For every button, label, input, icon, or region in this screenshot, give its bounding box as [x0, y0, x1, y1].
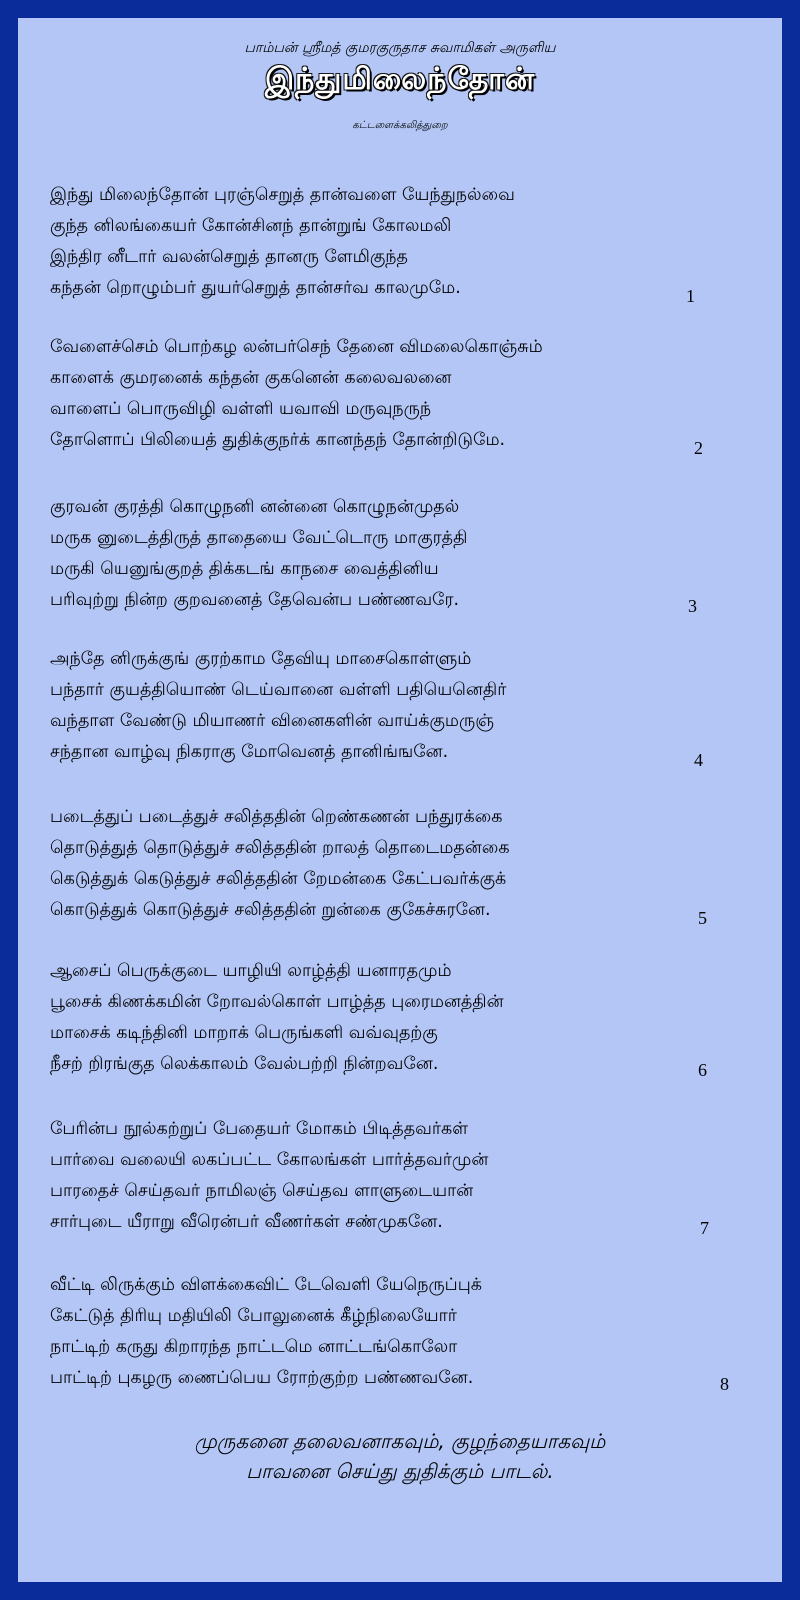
verse-line: கெடுத்துக் கெடுத்துச் சலித்ததின் றேமன்கை கேட்பவர்க்குக் [50, 869, 507, 889]
stanza-number: 7 [700, 1218, 709, 1238]
verse-line: பார்வை வலையி லகப்பட்ட கோலங்கள் பார்த்தவர்முன் [50, 1150, 489, 1170]
verse-line: மருக னுடைத்திருத் தாதையை வேட்டொரு மாகுரத்தி [50, 528, 468, 548]
verse-line: தொடுத்துத் தொடுத்துச் சலித்ததின் றாலத் தொடைமதன்கை [50, 838, 510, 858]
stanza-5 [50, 802, 750, 926]
stanza-number: 2 [694, 438, 703, 458]
verse-line: படைத்துப் படைத்துச் சலித்ததின் றெண்கணன் பந்துரக்கை [50, 807, 503, 827]
verse-line: பந்தார் குயத்தியொண் டெய்வானை வள்ளி பதியெனெதிர் [50, 680, 507, 700]
stanza-7 [50, 1114, 750, 1238]
verse-line: பேரின்ப நூல்கற்றுப் பேதையர் மோகம் பிடித்தவர்கள் [50, 1119, 468, 1139]
verse-line: பாட்டிற் புகழரு ணைப்பெய ரோற்குற்ற பண்ணவனே. [50, 1368, 474, 1388]
verse-line: குரவன் குரத்தி கொழுநனி னன்னை கொழுநன்முதல் [50, 497, 460, 517]
stanza-number: 5 [698, 908, 707, 928]
verse-line: பூசைக் கிணக்கமின் றோவல்கொள் பாழ்த்த புரைமனத்தின் [50, 992, 504, 1012]
verse-line: இந்து மிலைந்தோன் புரஞ்செறுத் தான்வளை யேந்துநல்வை [50, 185, 515, 205]
verse-line: வாளைப் பொருவிழி வள்ளி யவாவி மருவுநருந் [50, 399, 432, 419]
verse-line: வந்தாள வேண்டு மியாணர் வினைகளின் வாய்க்குமருஞ் [50, 711, 494, 731]
stanza-2 [50, 332, 750, 456]
verse-line: கந்தன் றொழும்பர் துயர்செறுத் தான்சர்வ காலமுமே. [50, 278, 461, 298]
verse-line: கேட்டுத் திரியு மதியிலி போலுனைக் கீழ்நிலையோர் [50, 1306, 457, 1326]
stanza-3 [50, 492, 750, 616]
verse-line: காளைக் குமரனைக் கந்தன் குகனென் கலைவலனை [50, 368, 452, 388]
stanza-6 [50, 956, 750, 1080]
stanza-number: 8 [720, 1374, 729, 1394]
verse-line: இந்திர னீடார் வலன்செறுத் தானரு ளேமிகுந்த [50, 247, 408, 267]
verse-line: பாரதைச் செய்தவர் நாமிலஞ் செய்தவ ளாளுடையான் [50, 1181, 474, 1201]
verse-line: குந்த னிலங்கையர் கோன்சினந் தான்றுங் கோலமலி [50, 216, 452, 236]
verse-line: வேளைச்செம் பொற்கழ லன்பர்செந் தேனை விமலைகொஞ்சும் [50, 337, 543, 357]
footer-line-1: முருகனை தலைவனாகவும், குழந்தையாகவும் [194, 1429, 606, 1453]
stanza-4 [50, 644, 750, 768]
verse-line: சார்புடை யீராறு வீரென்பர் வீணர்கள் சண்முகனே. [50, 1212, 443, 1232]
verse-line: தோளொப் பிலியைத் துதிக்குநர்க் கானந்தந் தோன்றிடுமே. [50, 430, 506, 450]
stanza-1 [50, 180, 750, 304]
footer-line-2: பாவனை செய்து துதிக்கும் பாடல். [246, 1459, 554, 1483]
author-byline: பாம்பன் ஸ்ரீமத் குமரகுருதாச சுவாமிகள் அருளிய [244, 40, 556, 56]
verse-line: சந்தான வாழ்வு நிகராகு மோவெனத் தானிங்ஙனே. [50, 742, 449, 762]
page-panel [18, 18, 782, 1582]
verse-line: பரிவுற்று நின்ற குறவனைத் தேவென்ப பண்ணவரே. [50, 590, 460, 610]
verse-line: நீசற் றிரங்குத லெக்காலம் வேல்பற்றி நின்றவனே. [50, 1054, 439, 1074]
verse-line: வீட்டி லிருக்கும் விளக்கைவிட் டேவெளி யேநெருப்புக் [50, 1275, 482, 1295]
poem-title: இந்துமிலைந்தோன் [264, 62, 536, 97]
meter-label: கட்டளைக்கலித்துறை [352, 120, 448, 131]
verse-line: கொடுத்துக் கொடுத்துச் சலித்ததின் றுன்கை குகேச்சுரனே. [50, 900, 491, 920]
verse-line: அந்தே னிருக்குங் குரற்காம தேவியு மாசைகொள்ளும் [50, 649, 472, 669]
stanza-number: 3 [688, 596, 697, 616]
stanza-number: 1 [686, 286, 695, 306]
verse-line: மாசைக் கடிந்தினி மாறாக் பெருங்களி வவ்வுதற்கு [50, 1023, 438, 1043]
verse-line: ஆசைப் பெருக்குடை யாழியி லாழ்த்தி யனாரதமும் [50, 961, 452, 981]
stanza-number: 4 [694, 750, 703, 770]
stanza-number: 6 [698, 1060, 707, 1080]
footer-note [18, 1426, 782, 1486]
stanza-8 [50, 1270, 750, 1394]
verse-line: நாட்டிற் கருது கிறாரந்த நாட்டமெ னாட்டங்கொலோ [50, 1337, 458, 1357]
verse-line: மருகி யெனுங்குறத் திக்கடங் காநசை வைத்தினிய [50, 559, 439, 579]
